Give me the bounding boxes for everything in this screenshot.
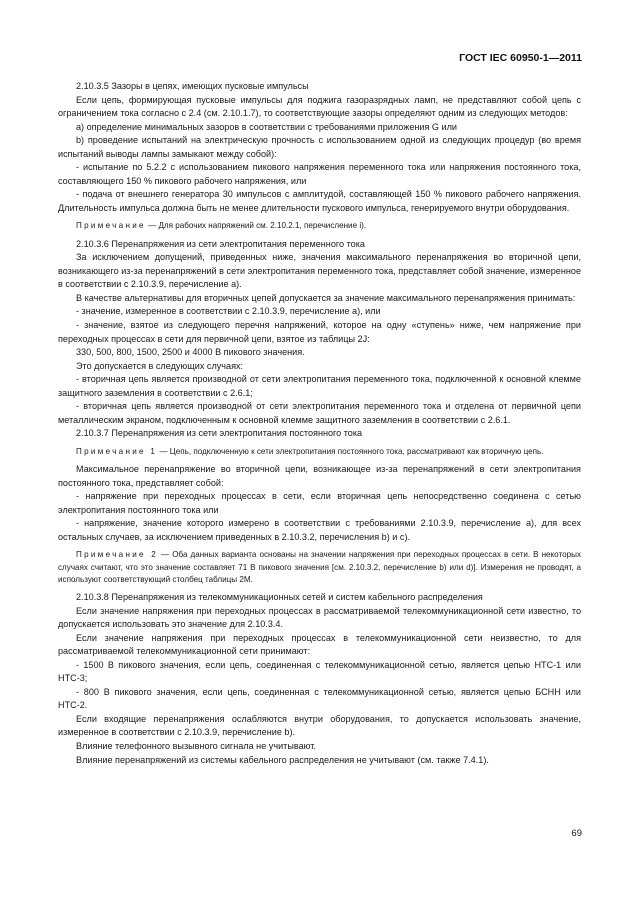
section-heading-2-10-3-8: 2.10.3.8 Перенапряжения из телекоммуникационных сетей и систем кабельного распределения bbox=[76, 591, 483, 602]
list-item: - 800 В пикового значения, если цепь, соединенная с телекоммуникационной сетью, является цепью БСНН или НТС-2. bbox=[58, 686, 581, 711]
list-item: - напряжение при переходных процессах в сети, если вторичная цепь непосредственно соединена с сетью электропитания постоянного тока или bbox=[58, 491, 581, 515]
list-item: - напряжение, значение которого измерено в соответствии с требованиями 2.10.3.9, перечисление а), для всех остальных случаев, за исключением приведенных в 2.10.3.2, перечисления b) и с). bbox=[58, 518, 581, 542]
list-item: а) определение минимальных зазоров в соответствии с требованиями приложения G или bbox=[76, 121, 457, 132]
note-1 bbox=[58, 446, 581, 458]
standard-header: ГОСТ IEC 60950-1—2011 bbox=[459, 52, 582, 64]
list-item: - значение, взятое из следующего перечня напряжений, которое на одну «ступень» ниже, чем напряжение при переходных процессах в сети для первичной цепи, взятое из таблицы 2J: bbox=[58, 319, 581, 344]
note-label: Примечание 2 bbox=[76, 550, 158, 560]
list-item: - испытание по 5.2.2 с использованием пикового напряжения переменного тока или напряжения постоянного тока, составляющего 150 % пикового рабочего напряжения, или bbox=[58, 162, 581, 186]
paragraph: Влияние перенапряжений из системы кабельного распределения не учитывают (см. также 7.4.1). bbox=[76, 754, 489, 765]
note-label: Примечание bbox=[76, 221, 146, 231]
note-text: — Цепь, подключенную к сети электропитания постоянного тока, рассматривают как вторичную цепь. bbox=[157, 446, 544, 456]
note-text: — Для рабочих напряжений см. 2.10.2.1, перечисление i). bbox=[145, 221, 367, 231]
paragraph: Максимальное перенапряжение во вторичной цепи, возникающее из-за перенапряжений в сети электропитания постоянного тока, представляет собой: bbox=[58, 464, 581, 488]
paragraph: Если цепь, формирующая пусковые импульсы для поджига газоразрядных ламп, не представляют собой цепь с ограничением тока согласно с 2.4 (см. 2.10.1.7), то соответствующие зазоры определяют одним из следующих методов: bbox=[58, 94, 581, 119]
list-item: - вторичная цепь является производной от сети электропитания переменного тока и отделена от первичной цепи металлическим экраном, подключенным к основной клемме защитного заземления в соответствии с 2.6.1. bbox=[58, 401, 581, 425]
list-item: - вторичная цепь является производной от сети электропитания переменного тока, подключенной к основной клемме защитного заземления в соответствии с 2.6.1; bbox=[58, 374, 581, 398]
voltage-values: 330, 500, 800, 1500, 2500 и 4000 В пикового значения. bbox=[76, 347, 305, 358]
paragraph: В качестве альтернативы для вторичных цепей допускается за значение максимального перенапряжения принимать: bbox=[76, 292, 576, 303]
note-text: — Оба данных варианта основаны на значении напряжения при переходных процессах в сети. В некоторых случаях считают, что это значение составляет 71 В пикового значения [см. 2.10.3.2, перечисление b) или d)]. Измерения не проводят, а используют соответствующий столбец таблицы 2М. bbox=[58, 550, 581, 584]
list-item: - подача от внешнего генератора 30 импульсов с амплитудой, составляющей 150 % пикового рабочего напряжения. Длительность импульса должна быть не менее длительности пускового импульса, генерируемого внутри оборудования. bbox=[58, 189, 581, 213]
note bbox=[58, 220, 581, 232]
paragraph: Если входящие перенапряжения ослабляются внутри оборудования, то допускается использовать значение, измеренное в соответствии с 2.10.3.9, перечисление b). bbox=[58, 713, 581, 738]
paragraph: Если значение напряжения при переходных процессах в телекоммуникационной сети неизвестно, то для рассматриваемой телекоммуникационной сети принимают: bbox=[58, 632, 581, 657]
note-2 bbox=[58, 549, 581, 586]
list-item: - 1500 В пикового значения, если цепь, соединенная с телекоммуникационной сетью, является цепью НТС-1 или НТС-3; bbox=[58, 659, 581, 684]
page-number: 69 bbox=[571, 828, 582, 839]
note-label: Примечание 1 bbox=[76, 446, 158, 456]
paragraph: Если значение напряжения при переходных процессах в рассматриваемой телекоммуникационной сети известно, то допускается использовать это значение для 2.10.3.4. bbox=[58, 605, 581, 630]
section-heading-2-10-3-5: 2.10.3.5 Зазоры в цепях, имеющих пусковые импульсы bbox=[76, 81, 309, 91]
list-item: b) проведение испытаний на электрическую прочность с использованием одной из следующих процедур (во время испытаний выводы лампы замыкают между собой): bbox=[58, 135, 581, 159]
paragraph: Это допускается в следующих случаях: bbox=[76, 360, 244, 371]
page-content bbox=[58, 80, 581, 767]
section-heading-2-10-3-6: 2.10.3.6 Перенапряжения из сети электропитания переменного тока bbox=[76, 238, 365, 249]
paragraph: Влияние телефонного вызывного сигнала не учитывают. bbox=[76, 740, 316, 751]
list-item: - значение, измеренное в соответствии с 2.10.3.9, перечисление а), или bbox=[76, 306, 381, 317]
paragraph: За исключением допущений, приведенных ниже, значения максимального перенапряжения во вторичной цепи, возникающего из-за перенапряжений в сети электропитания переменного тока, представляет собой значение, измеренное в соответствии с 2.10.3.9, перечисление а). bbox=[58, 252, 581, 290]
section-heading-2-10-3-7: 2.10.3.7 Перенапряжения из сети электропитания постоянного тока bbox=[76, 428, 363, 439]
